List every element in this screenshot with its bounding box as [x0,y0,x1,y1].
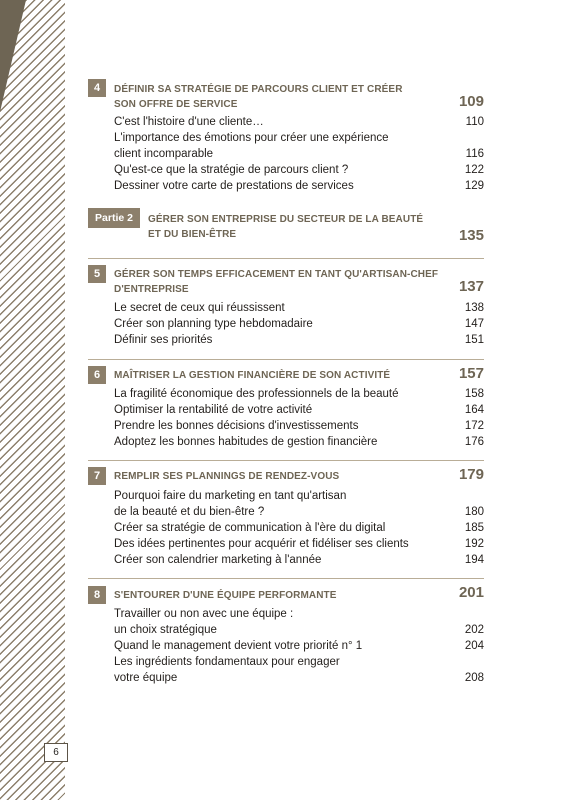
entry-text: L'importance des émotions pour créer une expérience [114,132,389,144]
entry-text: Créer son planning type hebdomadaire [114,318,313,330]
chapter-page: 137 [458,278,484,295]
chapter-5 [88,258,484,346]
entry-text: Définir ses priorités [114,334,213,346]
entry-text: Qu'est-ce que la stratégie de parcours client ? [114,164,349,176]
toc-entry[interactable] [114,504,484,520]
part-title-line1: GÉRER SON ENTREPRISE DU SECTEUR DE LA BEAUTÉ [148,214,424,225]
toc-entry[interactable] [114,178,484,194]
entry-text: Créer son calendrier marketing à l'année [114,554,322,566]
entry-text: Prendre les bonnes décisions d'investissements [114,420,359,432]
entry-page: 192 [464,538,484,550]
toc-entry[interactable] [114,130,484,146]
entry-page: 176 [464,436,484,448]
chapter-page: 109 [458,93,484,110]
entry-text: Des idées pertinentes pour acquérir et fidéliser ses clients [114,538,409,550]
toc-entry[interactable] [114,622,484,638]
chapter-title-line1: S'ENTOURER D'UNE ÉQUIPE PERFORMANTE [114,590,337,601]
toc-entry[interactable] [114,386,484,402]
chapter-entries [114,114,484,194]
toc-entry[interactable] [114,114,484,130]
entry-page: 172 [464,420,484,432]
toc-entry[interactable] [114,332,484,348]
entry-text: Les ingrédients fondamentaux pour engager [114,656,340,668]
toc-entry[interactable] [114,146,484,162]
entry-text: un choix stratégique [114,624,217,636]
entry-page: 164 [464,404,484,416]
toc-entry[interactable] [114,670,484,686]
entry-text: Dessiner votre carte de prestations de services [114,180,354,192]
entry-text: La fragilité économique des professionnels de la beauté [114,388,399,400]
entry-text: de la beauté et du bien-être ? [114,506,265,518]
toc-entry[interactable] [114,418,484,434]
toc-entry[interactable] [114,654,484,670]
toc-entry[interactable] [114,638,484,654]
toc-entry[interactable] [114,536,484,552]
entry-page: 180 [464,506,484,518]
entry-text: C'est l'histoire d'une cliente… [114,116,264,128]
entry-page: 158 [464,388,484,400]
entry-page: 129 [464,180,484,192]
chapter-number: 4 [88,79,106,97]
entry-page: 116 [465,148,484,160]
chapter-page: 201 [458,584,484,601]
chapter-title-line1: MAÎTRISER LA GESTION FINANCIÈRE DE SON ACTIVITÉ [114,370,391,381]
chapter-title [114,267,444,297]
chapter-7 [88,460,484,566]
chapter-title-line2: SON OFFRE DE SERVICE [114,99,238,110]
part-title-line2: ET DU BIEN-ÊTRE [148,229,237,240]
chapter-title [114,82,444,112]
chapter-entries [114,386,484,450]
chapter-entries [114,606,484,686]
toc-entry[interactable] [114,402,484,418]
corner-tab [0,0,26,112]
toc-entry[interactable] [114,162,484,178]
chapter-number: 6 [88,366,106,384]
entry-page: 122 [464,164,484,176]
toc-entry[interactable] [114,300,484,316]
entry-page: 138 [464,302,484,314]
toc-entry[interactable] [114,434,484,450]
entry-page: 147 [464,318,484,330]
toc-entry[interactable] [114,488,484,504]
toc-entry[interactable] [114,316,484,332]
decorative-stripes [0,0,65,800]
entry-page: 185 [464,522,484,534]
chapter-number: 7 [88,467,106,485]
chapter-title-line1: REMPLIR SES PLANNINGS DE RENDEZ-VOUS [114,471,340,482]
entry-page: 194 [464,554,484,566]
chapter-8 [88,578,484,684]
chapter-page: 157 [458,365,484,382]
entry-page: 208 [464,672,484,684]
part-page: 135 [458,227,484,244]
entry-text: Créer sa stratégie de communication à l'ère du digital [114,522,386,534]
entry-text: Adoptez les bonnes habitudes de gestion financière [114,436,378,448]
part-label: Partie 2 [88,208,140,228]
entry-text: client incomparable [114,148,214,160]
entry-text: votre équipe [114,672,178,684]
chapter-title-line2: D'ENTREPRISE [114,284,189,295]
entry-text: Quand le management devient votre priorité n° 1 [114,640,363,652]
entry-text: Pourquoi faire du marketing en tant qu'artisan [114,490,347,502]
toc-entry[interactable] [114,552,484,568]
chapter-entries [114,488,484,568]
chapter-title-line1: DÉFINIR SA STRATÉGIE DE PARCOURS CLIENT ET CRÉER [114,84,403,95]
chapter-number: 8 [88,586,106,604]
toc-entry[interactable] [114,606,484,622]
chapter-entries [114,300,484,348]
entry-page: 151 [464,334,484,346]
chapter-title [114,368,444,383]
entry-text: Optimiser la rentabilité de votre activité [114,404,313,416]
chapter-title [114,588,444,603]
chapter-title [114,469,444,484]
part-title [148,212,478,242]
entry-page: 202 [464,624,484,636]
chapter-page: 179 [458,466,484,483]
chapter-6 [88,359,484,448]
entry-text: Le secret de ceux qui réussissent [114,302,285,314]
entry-page: 110 [465,116,484,128]
chapter-number: 5 [88,265,106,283]
entry-text: Travailler ou non avec une équipe : [114,608,294,620]
toc-entry[interactable] [114,520,484,536]
page-number: 6 [44,743,68,762]
entry-page: 204 [464,640,484,652]
chapter-title-line1: GÉRER SON TEMPS EFFICACEMENT EN TANT QU'ARTISAN-CHEF [114,269,439,280]
